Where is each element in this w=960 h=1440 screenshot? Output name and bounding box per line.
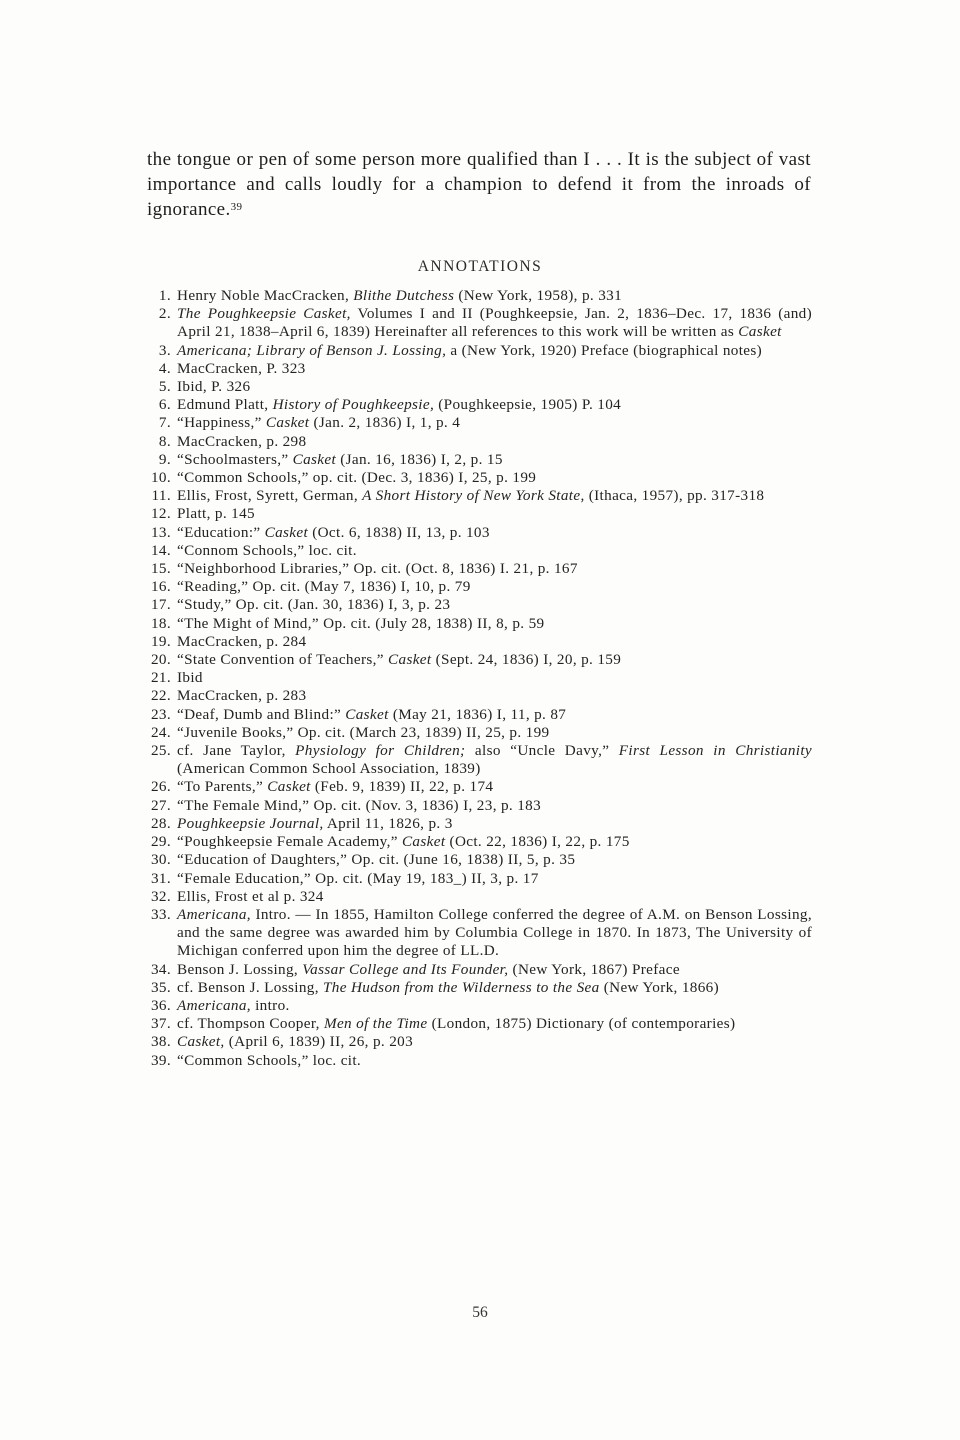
annotation-text bbox=[177, 1033, 413, 1050]
annotation-segment: “Deaf, Dumb and Blind:” bbox=[177, 705, 346, 723]
annotation-number: 18. bbox=[150, 614, 171, 632]
annotation-title: Casket bbox=[345, 705, 389, 723]
annotation-text bbox=[177, 396, 621, 413]
annotation-item bbox=[140, 797, 812, 815]
annotation-segment: “To Parents,” bbox=[177, 778, 268, 796]
annotation-number: 27. bbox=[150, 796, 171, 814]
annotation-text bbox=[177, 633, 306, 650]
annotation-segment: (Oct. 22, 1836) I, 22, p. 175 bbox=[445, 833, 630, 851]
annotation-segment: “Poughkeepsie Female Academy,” bbox=[177, 833, 402, 851]
annotation-segment: (Poughkeepsie, 1905) P. 104 bbox=[434, 396, 622, 414]
annotation-text bbox=[177, 487, 764, 504]
annotation-item bbox=[140, 1052, 812, 1070]
annotation-title: Physiology for Children; bbox=[295, 742, 466, 760]
annotation-text bbox=[177, 287, 622, 304]
annotation-segment: Intro. — In 1855, Hamilton College conferred the degree of A.M. on Benson Lossing, and the same degree was awarded him by Columbia College in 1870. In 1873, The University of Michigan conferred upon him the degree of LL.D. bbox=[177, 905, 812, 960]
annotation-number: 37. bbox=[150, 1015, 171, 1033]
annotation-item bbox=[140, 851, 812, 869]
annotation-segment: (Ithaca, 1957), pp. 317-318 bbox=[584, 487, 765, 505]
annotation-number: 31. bbox=[150, 869, 171, 887]
annotation-title: Blithe Dutchess bbox=[353, 287, 455, 304]
annotation-title: Casket bbox=[265, 414, 310, 432]
annotation-text bbox=[177, 778, 493, 795]
annotation-number: 39. bbox=[150, 1051, 171, 1069]
annotation-title: Americana, bbox=[177, 996, 251, 1014]
annotation-number: 11. bbox=[151, 487, 171, 505]
annotation-segment: Henry Noble MacCracken, bbox=[177, 287, 354, 304]
annotation-segment: (May 21, 1836) I, 11, p. 87 bbox=[388, 705, 567, 723]
annotation-item bbox=[140, 451, 812, 469]
annotation-segment: MacCracken, P. 323 bbox=[177, 359, 306, 377]
annotation-segment: intro. bbox=[250, 996, 290, 1014]
annotation-text bbox=[177, 469, 536, 486]
annotation-segment: Ibid bbox=[177, 669, 203, 687]
annotation-number: 9. bbox=[158, 450, 171, 468]
annotation-title: Poughkeepsie Journal, bbox=[177, 814, 324, 832]
annotation-item bbox=[140, 888, 812, 906]
annotation-text bbox=[177, 651, 621, 668]
annotation-number: 20. bbox=[150, 651, 171, 669]
annotation-segment: (Jan. 2, 1836) I, 1, p. 4 bbox=[309, 414, 461, 432]
annotation-title: Americana, bbox=[177, 905, 251, 923]
annotation-text bbox=[177, 342, 762, 359]
annotation-text bbox=[177, 724, 550, 741]
annotation-title: Casket, bbox=[177, 1033, 225, 1051]
annotation-item bbox=[140, 524, 812, 542]
annotation-item bbox=[140, 396, 812, 414]
annotation-item bbox=[140, 578, 812, 596]
annotation-text bbox=[177, 906, 812, 959]
annotation-text bbox=[177, 1015, 735, 1032]
annotation-segment: cf. Jane Taylor, bbox=[177, 742, 296, 760]
annotation-segment: MacCracken, p. 283 bbox=[177, 687, 307, 705]
annotation-number: 28. bbox=[150, 814, 171, 832]
annotation-segment: “State Convention of Teachers,” bbox=[177, 651, 389, 669]
annotation-number: 15. bbox=[150, 560, 171, 578]
annotation-segment: (New York, 1958), p. 331 bbox=[454, 287, 623, 304]
annotation-title: Casket bbox=[738, 323, 782, 341]
annotation-text bbox=[177, 596, 450, 613]
annotation-segment: MacCracken, p. 284 bbox=[177, 632, 307, 650]
intro-text: the tongue or pen of some person more qualified than I . . . It is the subject of vast importance and calls loudly for a champion to defend it from the inroads of ignorance. bbox=[147, 149, 811, 220]
annotation-number: 26. bbox=[150, 778, 171, 796]
annotation-title: Casket bbox=[401, 833, 446, 851]
annotation-item bbox=[140, 833, 812, 851]
annotation-text bbox=[177, 1052, 361, 1069]
annotation-item bbox=[140, 360, 812, 378]
annotation-title: Men of the Time bbox=[323, 1015, 428, 1033]
annotation-item bbox=[140, 505, 812, 523]
annotation-segment: (New York, 1866) bbox=[599, 978, 720, 996]
annotations-heading: ANNOTATIONS bbox=[417, 258, 543, 275]
annotation-segment: (London, 1875) Dictionary (of contemporaries) bbox=[427, 1015, 736, 1033]
annotation-number: 29. bbox=[150, 833, 171, 851]
annotation-text bbox=[177, 815, 453, 832]
annotation-item bbox=[140, 979, 812, 997]
annotation-number: 14. bbox=[150, 541, 171, 559]
annotation-number: 8. bbox=[158, 432, 171, 450]
annotation-item bbox=[140, 687, 812, 705]
annotation-segment: (April 6, 1839) II, 26, p. 203 bbox=[224, 1033, 414, 1051]
annotation-segment: “Female Education,” Op. cit. (May 19, 183_) II, 3, p. 17 bbox=[177, 869, 539, 887]
annotation-item bbox=[140, 724, 812, 742]
annotation-number: 25. bbox=[150, 742, 171, 760]
annotation-segment: Volumes I and II (Poughkeepsie, Jan. 2, 1836–Dec. 17, 1836 (and) April 21, 1838–April 6, 1839) Hereinafter all references to this work will be written as bbox=[177, 305, 812, 341]
annotation-item bbox=[140, 542, 812, 560]
annotation-title: History of Poughkeepsie, bbox=[272, 396, 435, 414]
annotation-title: Casket bbox=[388, 651, 432, 669]
annotation-title: Casket bbox=[267, 778, 311, 796]
annotation-title: A Short History of New York State, bbox=[362, 487, 585, 505]
annotation-segment: also “Uncle Davy,” bbox=[465, 742, 619, 760]
annotation-segment: “Schoolmasters,” bbox=[177, 450, 293, 468]
annotation-title: Americana; Library of Benson J. Lossing, bbox=[177, 341, 447, 359]
annotation-text bbox=[177, 360, 306, 377]
annotation-segment: Ibid, P. 326 bbox=[177, 378, 251, 396]
annotation-text bbox=[177, 888, 324, 905]
annotation-text bbox=[177, 505, 255, 522]
annotation-segment: “Neighborhood Libraries,” Op. cit. (Oct. 8, 1836) I. 21, p. 167 bbox=[177, 560, 578, 578]
annotation-number: 5. bbox=[158, 378, 171, 396]
annotation-text bbox=[177, 961, 680, 978]
annotation-item bbox=[140, 615, 812, 633]
annotations-list bbox=[140, 287, 812, 1070]
annotation-text bbox=[177, 433, 306, 450]
annotation-item bbox=[140, 633, 812, 651]
annotation-segment: (Jan. 16, 1836) I, 2, p. 15 bbox=[336, 450, 503, 468]
annotation-segment: “Common Schools,” op. cit. (Dec. 3, 1836) I, 25, p. 199 bbox=[177, 469, 537, 487]
annotation-number: 6. bbox=[158, 396, 171, 414]
annotation-segment: Platt, p. 145 bbox=[177, 505, 255, 523]
annotation-segment: (Oct. 6, 1838) II, 13, p. 103 bbox=[308, 523, 490, 541]
annotation-text bbox=[177, 542, 357, 559]
annotation-segment: “The Female Mind,” Op. cit. (Nov. 3, 1836) I, 23, p. 183 bbox=[177, 796, 542, 814]
annotation-item bbox=[140, 815, 812, 833]
annotation-number: 21. bbox=[150, 669, 171, 687]
annotation-segment: Ellis, Frost et al p. 324 bbox=[177, 887, 324, 905]
annotation-item bbox=[140, 378, 812, 396]
annotation-item bbox=[140, 651, 812, 669]
annotation-segment: “Education of Daughters,” Op. cit. (June 16, 1838) II, 5, p. 35 bbox=[177, 851, 576, 869]
annotation-segment: MacCracken, p. 298 bbox=[177, 432, 307, 450]
annotation-text bbox=[177, 615, 544, 632]
annotation-segment: a (New York, 1920) Preface (biographical notes) bbox=[446, 341, 763, 359]
annotation-number: 3. bbox=[158, 341, 171, 359]
annotation-text bbox=[177, 870, 539, 887]
annotation-item bbox=[140, 669, 812, 687]
annotation-text bbox=[177, 742, 812, 777]
annotation-segment: April 11, 1826, p. 3 bbox=[323, 814, 453, 832]
annotation-item bbox=[140, 305, 812, 341]
annotation-number: 22. bbox=[150, 687, 171, 705]
annotation-item bbox=[140, 596, 812, 614]
annotation-number: 2. bbox=[158, 305, 171, 323]
annotation-segment: “Reading,” Op. cit. (May 7, 1836) I, 10, p. 79 bbox=[177, 578, 471, 596]
annotation-item bbox=[140, 870, 812, 888]
annotation-number: 12. bbox=[150, 505, 171, 523]
annotation-number: 4. bbox=[158, 359, 171, 377]
annotation-segment: Benson J. Lossing, bbox=[177, 960, 303, 978]
annotation-number: 10. bbox=[150, 469, 171, 487]
annotation-text bbox=[177, 414, 460, 431]
annotation-item bbox=[140, 414, 812, 432]
annotation-segment: (Sept. 24, 1836) I, 20, p. 159 bbox=[431, 651, 622, 669]
annotation-item bbox=[140, 342, 812, 360]
annotation-number: 19. bbox=[150, 632, 171, 650]
annotation-segment: “Happiness,” bbox=[177, 414, 266, 432]
annotation-segment: “Common Schools,” loc. cit. bbox=[177, 1051, 362, 1069]
annotation-item bbox=[140, 1033, 812, 1051]
annotation-item bbox=[140, 906, 812, 961]
annotation-segment: (American Common School Association, 1839) bbox=[177, 760, 481, 778]
annotation-item bbox=[140, 287, 812, 305]
annotation-title: The Poughkeepsie Casket, bbox=[177, 305, 351, 323]
annotation-item bbox=[140, 997, 812, 1015]
annotation-number: 30. bbox=[150, 851, 171, 869]
annotation-segment: cf. Benson J. Lossing, bbox=[177, 978, 323, 996]
annotation-number: 7. bbox=[158, 414, 171, 432]
annotation-segment: “Study,” Op. cit. (Jan. 30, 1836) I, 3, p. 23 bbox=[177, 596, 451, 614]
annotation-title: Casket bbox=[264, 523, 309, 541]
annotation-number: 23. bbox=[150, 705, 171, 723]
annotation-item bbox=[140, 487, 812, 505]
annotation-text bbox=[177, 997, 290, 1014]
annotation-text bbox=[177, 979, 719, 996]
annotation-segment: (New York, 1867) Preface bbox=[508, 960, 680, 978]
annotation-title: First Lesson in Christianity bbox=[618, 742, 813, 760]
annotation-number: 32. bbox=[150, 887, 171, 905]
annotation-number: 24. bbox=[150, 723, 171, 741]
annotation-segment: “The Might of Mind,” Op. cit. (July 28, 1838) II, 8, p. 59 bbox=[177, 614, 545, 632]
annotation-text bbox=[177, 578, 471, 595]
annotation-title: Casket bbox=[292, 450, 337, 468]
annotation-number: 17. bbox=[150, 596, 171, 614]
annotation-number: 38. bbox=[150, 1033, 171, 1051]
annotation-segment: “Juvenile Books,” Op. cit. (March 23, 1839) II, 25, p. 199 bbox=[177, 723, 550, 741]
annotation-item bbox=[140, 560, 812, 578]
annotation-item bbox=[140, 961, 812, 979]
annotation-text bbox=[177, 833, 630, 850]
annotation-text bbox=[177, 524, 490, 541]
annotation-text bbox=[177, 560, 578, 577]
annotation-title: The Hudson from the Wilderness to the Sea bbox=[323, 978, 600, 996]
intro-paragraph bbox=[147, 147, 811, 222]
annotation-text bbox=[177, 687, 306, 704]
annotation-segment: (Feb. 9, 1839) II, 22, p. 174 bbox=[310, 778, 494, 796]
annotation-number: 34. bbox=[150, 960, 171, 978]
annotation-number: 13. bbox=[150, 523, 171, 541]
footnote-reference: 39 bbox=[230, 201, 243, 213]
page-number: 56 bbox=[472, 1304, 488, 1321]
annotation-number: 1. bbox=[158, 287, 171, 304]
annotation-text bbox=[177, 378, 250, 395]
annotation-number: 35. bbox=[150, 978, 171, 996]
annotation-segment: Edmund Platt, bbox=[177, 396, 273, 414]
annotation-segment: “Connom Schools,” loc. cit. bbox=[177, 541, 357, 559]
annotation-segment: cf. Thompson Cooper, bbox=[177, 1015, 324, 1033]
annotation-item bbox=[140, 1015, 812, 1033]
annotation-item bbox=[140, 778, 812, 796]
annotation-text bbox=[177, 451, 503, 468]
annotation-number: 16. bbox=[150, 578, 171, 596]
annotation-text bbox=[177, 797, 541, 814]
annotation-item bbox=[140, 706, 812, 724]
annotation-number: 36. bbox=[150, 996, 171, 1014]
annotation-item bbox=[140, 469, 812, 487]
annotation-text bbox=[177, 669, 203, 686]
annotation-segment: “Education:” bbox=[177, 523, 265, 541]
annotation-title: Vassar College and Its Founder, bbox=[302, 960, 509, 978]
annotation-item bbox=[140, 742, 812, 778]
annotation-segment: Ellis, Frost, Syrett, German, bbox=[177, 487, 363, 505]
annotation-text bbox=[177, 851, 575, 868]
annotation-number: 33. bbox=[150, 905, 171, 923]
annotation-text bbox=[177, 305, 812, 340]
annotation-text bbox=[177, 706, 566, 723]
annotation-item bbox=[140, 433, 812, 451]
